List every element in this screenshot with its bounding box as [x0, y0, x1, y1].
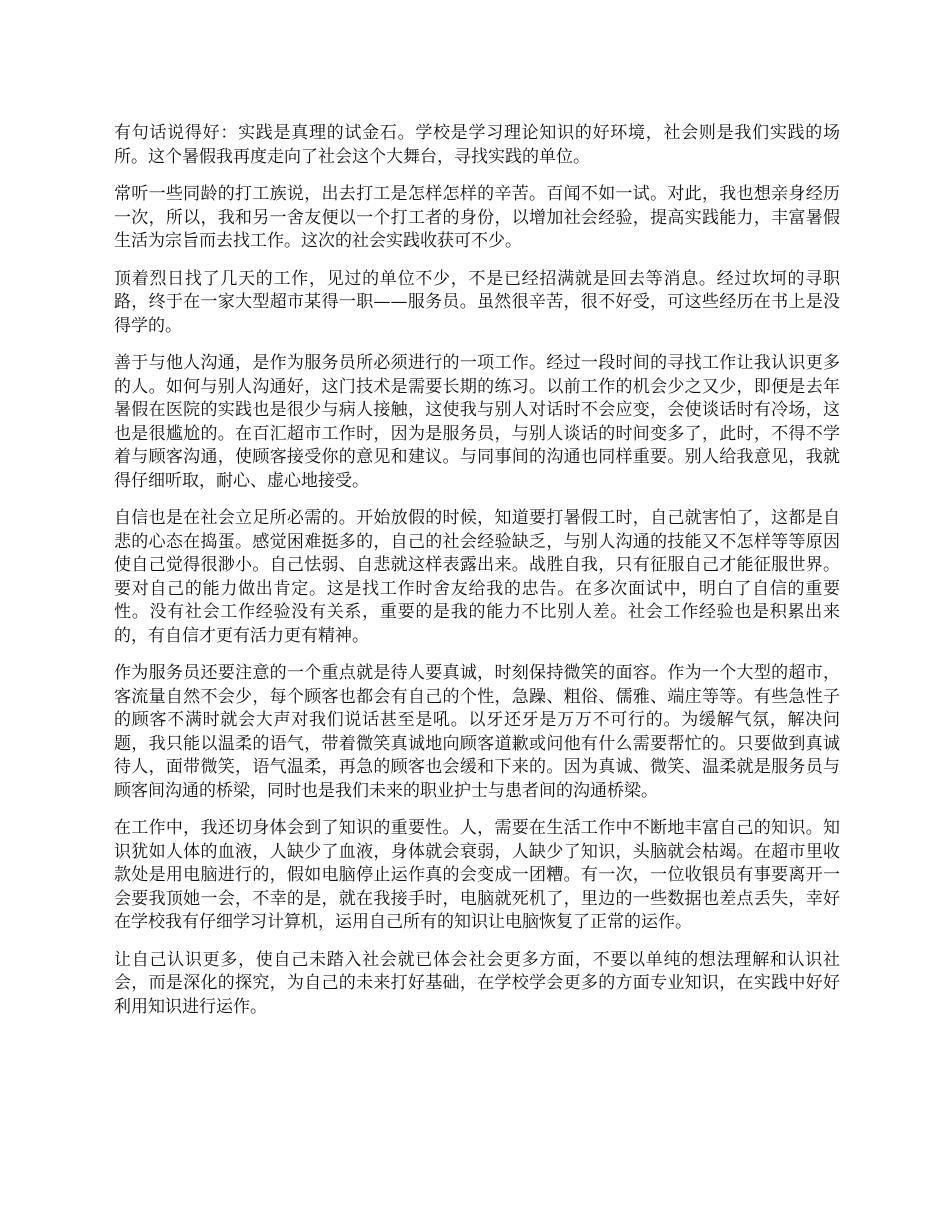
paragraph-6: 作为服务员还要注意的一个重点就是待人要真诚，时刻保持微笑的面容。作为一个大型的超市，客流量自然不会少，每个顾客也都会有自己的个性，急躁、粗俗、儒雅、端庄等等。有些急性子的顾客不满时就会大声对我们说话甚至是吼。以牙还牙是万万不可行的。为缓解气氛，解决问题，我只能以温柔的语气，带着微笑真诚地向顾客道歉或问他有什么需要帮忙的。只要做到真诚待人，面带微笑，语气温柔，再急的顾客也会缓和下来的。因为真诚、微笑、温柔就是服务员与顾客间沟通的桥梁，同时也是我们未来的职业护士与患者间的沟通桥梁。 — [114, 663, 840, 801]
paragraph-7: 在工作中，我还切身体会到了知识的重要性。人，需要在生活工作中不断地丰富自己的知识。知识犹如人体的血液，人缺少了血液，身体就会衰弱，人缺少了知识，头脑就会枯竭。在超市里收款处是用电脑进行的，假如电脑停止运作真的会变成一团糟。有一次，一位收银员有事要离开一会要我顶她一会，不幸的是，就在我接手时，电脑就死机了，里边的一些数据也差点丢失，幸好在学校我有仔细学习计算机，运用自己所有的知识让电脑恢复了正常的运作。 — [114, 818, 840, 932]
paragraph-5: 自信也是在社会立足所必需的。开始放假的时候，知道要打暑假工时，自己就害怕了，这都是自悲的心态在捣蛋。感觉困难挺多的，自己的社会经验缺乏，与别人沟通的技能又不怎样等等原因使自己觉得很渺小。自己怯弱、自悲就这样表露出来。战胜自我，只有征服自己才能征服世界。要对自己的能力做出肯定。这是找工作时舍友给我的忠告。在多次面试中，明白了自信的重要性。没有社会工作经验没有关系，重要的是我的能力不比别人差。社会工作经验也是积累出来的，有自信才更有活力更有精神。 — [114, 508, 840, 646]
paragraph-2: 常听一些同龄的打工族说，出去打工是怎样怎样的辛苦。百闻不如一试。对此，我也想亲身经历一次，所以，我和另一舍友便以一个打工者的身份，以增加社会经验，提高实践能力，丰富暑假生活为宗旨而去找工作。这次的社会实践收获可不少。 — [114, 184, 840, 251]
paragraph-8: 让自己认识更多，使自己未踏入社会就已体会社会更多方面，不要以单纯的想法理解和认识社会，而是深化的探究，为自己的未来打好基础，在学校学会更多的方面专业知识，在实践中好好利用知识进行运作。 — [114, 949, 840, 1017]
paragraph-3: 顶着烈日找了几天的工作，见过的单位不少，不是已经招满就是回去等消息。经过坎坷的寻职路，终于在一家大型超市某得一职——服务员。虽然很辛苦，很不好受，可这些经历在书上是没得学的。 — [114, 268, 840, 336]
paragraph-4: 善于与他人沟通，是作为服务员所必须进行的一项工作。经过一段时间的寻找工作让我认识更多的人。如何与别人沟通好，这门技术是需要长期的练习。以前工作的机会少之又少，即便是去年暑假在医院的实践也是很少与病人接触，这使我与别人对话时不会应变，会使谈话时有冷场，这也是很尴尬的。在百汇超市工作时，因为是服务员，与别人谈话的时间变多了，此时，不得不学着与顾客沟通，使顾客接受你的意见和建议。与同事间的沟通也同样重要。别人给我意见，我就得仔细听取，耐心、虚心地接受。 — [114, 353, 840, 491]
paragraph-1: 有句话说得好：实践是真理的试金石。学校是学习理论知识的好环境，社会则是我们实践的场所。这个暑假我再度走向了社会这个大舞台，寻找实践的单位。 — [114, 123, 840, 167]
